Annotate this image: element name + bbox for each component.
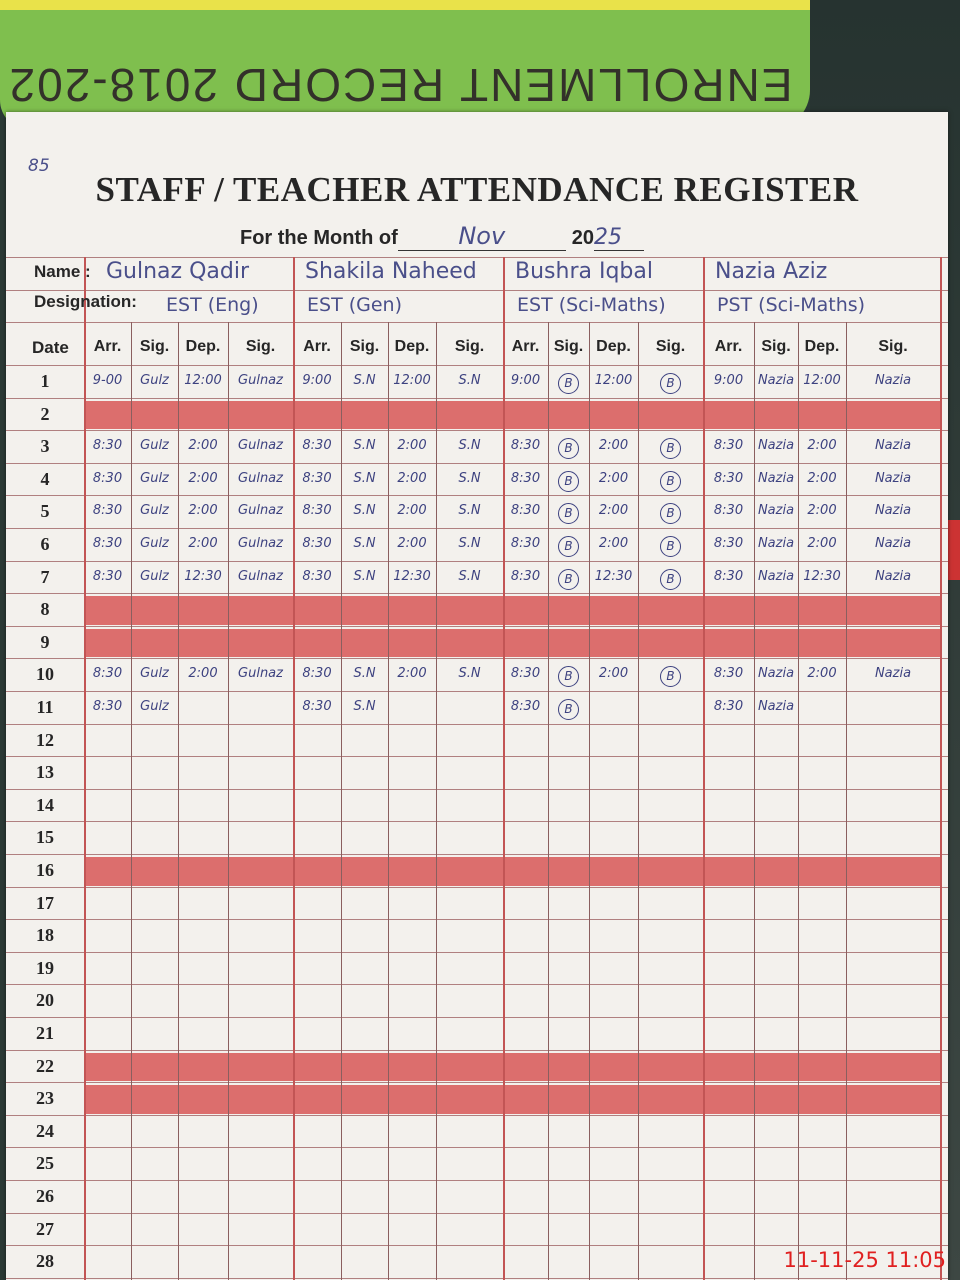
- attendance-entry: Nazia: [874, 568, 912, 584]
- column-line: [846, 322, 847, 1280]
- column-header: Sig.: [245, 338, 276, 355]
- ruled-line: [6, 1213, 948, 1214]
- teacher-name: Shakila Naheed: [305, 259, 477, 284]
- ruled-line: [6, 593, 948, 594]
- attendance-entry: 8:30: [713, 438, 744, 454]
- attendance-entry: [549, 503, 588, 524]
- ruled-line: [6, 1147, 948, 1148]
- date-cell: 21: [36, 1023, 54, 1043]
- ruled-line: [6, 887, 948, 888]
- initial-signature: B: [558, 569, 579, 590]
- teacher-name: Bushra Iqbal: [515, 259, 653, 284]
- attendance-entry: 8:30: [302, 503, 332, 519]
- attendance-entry: [549, 666, 588, 687]
- attendance-entry: 2:00: [188, 470, 218, 486]
- attendance-entry: Gulz: [140, 503, 169, 519]
- attendance-entry: 8:30: [302, 438, 332, 454]
- attendance-entry: S.N: [458, 666, 481, 682]
- column-header: Dep.: [804, 338, 840, 355]
- attendance-entry: 8:30: [302, 666, 332, 682]
- attendance-entry: [639, 471, 702, 492]
- column-header: Arr.: [511, 338, 540, 355]
- initial-signature: B: [660, 503, 681, 524]
- attendance-entry: S.N: [353, 568, 376, 584]
- date-cell: 26: [36, 1186, 54, 1206]
- teacher-designation: EST (Eng): [166, 294, 259, 316]
- attendance-entry: 9:00: [302, 373, 332, 388]
- attendance-entry: S.N: [353, 470, 376, 486]
- column-line: [341, 322, 342, 1280]
- date-cell: 9: [40, 631, 50, 652]
- ruled-line: [6, 1115, 948, 1116]
- column-line: [293, 257, 295, 1280]
- date-cell: 24: [36, 1120, 54, 1141]
- date-cell: 7: [40, 566, 50, 587]
- initial-signature: B: [660, 438, 681, 459]
- date-cell: 16: [36, 860, 54, 880]
- ruled-line: [6, 626, 948, 627]
- designation-label: Designation:: [34, 292, 137, 311]
- attendance-entry: 8:30: [713, 470, 744, 486]
- ruled-line: [6, 1017, 948, 1018]
- attendance-entry: Gulz: [140, 699, 169, 714]
- date-cell: 17: [36, 892, 54, 913]
- date-cell: 11: [36, 697, 54, 717]
- date-cell: 19: [36, 957, 54, 978]
- ruled-line: [6, 1082, 948, 1083]
- attendance-entry: 8:30: [92, 536, 123, 551]
- holiday-shade: [84, 401, 940, 430]
- attendance-entry: 2:00: [807, 470, 837, 486]
- attendance-entry: 8:30: [713, 666, 744, 682]
- teacher-designation: EST (Sci-Maths): [517, 294, 666, 316]
- attendance-entry: 9-00: [92, 373, 123, 388]
- name-label: Name :: [34, 262, 91, 281]
- attendance-entry: [549, 536, 588, 557]
- ruled-line: [6, 463, 948, 464]
- attendance-entry: 8:30: [510, 438, 541, 454]
- attendance-entry: 12:00: [594, 373, 633, 388]
- attendance-entry: S.N: [353, 666, 376, 682]
- column-line: [703, 257, 705, 1280]
- attendance-entry: 8:30: [510, 470, 541, 486]
- initial-signature: B: [558, 699, 579, 720]
- attendance-entry: Nazia: [757, 438, 795, 454]
- attendance-entry: S.N: [353, 503, 376, 519]
- initial-signature: B: [558, 471, 579, 492]
- attendance-entry: 8:30: [92, 699, 123, 714]
- attendance-entry: 2:00: [807, 503, 837, 519]
- attendance-entry: Gulz: [140, 438, 169, 454]
- column-header: Sig.: [454, 338, 485, 355]
- attendance-entry: Gulz: [140, 470, 169, 486]
- attendance-entry: [639, 536, 702, 557]
- attendance-entry: Nazia: [757, 666, 795, 682]
- attendance-entry: [639, 373, 702, 394]
- ruled-line: [6, 952, 948, 953]
- attendance-entry: [549, 373, 588, 394]
- ruled-line: [6, 365, 948, 366]
- ruled-line: [6, 854, 948, 855]
- ruled-line: [6, 821, 948, 822]
- attendance-entry: 2:00: [807, 536, 837, 551]
- column-line: [548, 322, 549, 1280]
- column-header: Arr.: [714, 338, 743, 355]
- initial-signature: B: [660, 373, 681, 394]
- attendance-entry: 8:30: [510, 503, 541, 519]
- ruled-line: [6, 919, 948, 920]
- attendance-entry: Nazia: [757, 568, 795, 584]
- attendance-entry: 8:30: [713, 503, 744, 519]
- initial-signature: B: [660, 471, 681, 492]
- date-cell: 25: [36, 1153, 54, 1174]
- column-header: Sig.: [761, 338, 791, 355]
- attendance-entry: Gulz: [140, 568, 169, 584]
- initial-signature: B: [558, 503, 579, 524]
- date-cell: 13: [36, 762, 54, 783]
- attendance-entry: 12:30: [184, 568, 222, 584]
- date-cell: 6: [40, 534, 50, 554]
- column-header: Dep.: [185, 338, 221, 355]
- teacher-name: Nazia Aziz: [715, 259, 828, 284]
- date-cell: 14: [36, 794, 54, 815]
- attendance-entry: 2:00: [598, 536, 629, 551]
- teacher-designation: PST (Sci-Maths): [717, 294, 866, 316]
- ruled-line: [6, 495, 948, 496]
- attendance-entry: Gulnaz: [238, 438, 283, 454]
- column-line: [388, 322, 389, 1280]
- date-cell: 18: [36, 925, 54, 946]
- attendance-entry: Nazia: [874, 373, 912, 388]
- attendance-entry: 12:30: [803, 568, 841, 584]
- attendance-entry: Nazia: [874, 503, 912, 519]
- attendance-entry: 9:00: [713, 373, 744, 388]
- attendance-entry: 12:30: [393, 568, 431, 584]
- attendance-entry: 8:30: [92, 470, 123, 486]
- attendance-entry: 8:30: [510, 568, 541, 584]
- attendance-entry: 12:30: [594, 568, 633, 584]
- ruled-line: [6, 1245, 948, 1246]
- attendance-entry: Gulz: [140, 666, 169, 682]
- ruled-line: [6, 984, 948, 985]
- initial-signature: B: [558, 373, 579, 394]
- photo-timestamp: 11-11-25 11:05: [783, 1248, 946, 1272]
- ruled-line: [6, 658, 948, 659]
- column-line: [228, 322, 229, 1280]
- attendance-entry: Nazia: [757, 699, 795, 714]
- column-line: [131, 322, 132, 1280]
- teacher-designation: EST (Gen): [307, 294, 402, 316]
- attendance-entry: 12:00: [184, 373, 222, 388]
- attendance-entry: S.N: [458, 568, 481, 584]
- column-line: [638, 322, 639, 1280]
- attendance-entry: Gulz: [140, 373, 169, 388]
- date-cell: 12: [36, 729, 54, 750]
- column-header: Arr.: [93, 338, 122, 355]
- attendance-entry: S.N: [353, 699, 376, 714]
- attendance-entry: 8:30: [92, 568, 123, 584]
- attendance-entry: Gulnaz: [238, 666, 283, 682]
- attendance-entry: 2:00: [188, 666, 218, 682]
- attendance-entry: 8:30: [510, 666, 541, 682]
- column-header: Arr.: [303, 338, 331, 355]
- ruled-line: [6, 1050, 948, 1051]
- attendance-entry: 2:00: [598, 503, 629, 519]
- attendance-entry: Nazia: [757, 470, 795, 486]
- ruled-line: [6, 756, 948, 757]
- attendance-entry: Gulnaz: [238, 536, 283, 551]
- ruled-line: [6, 257, 948, 258]
- date-cell: 2: [40, 403, 50, 424]
- initial-signature: B: [660, 666, 681, 687]
- attendance-entry: 8:30: [510, 699, 541, 714]
- initial-signature: B: [660, 569, 681, 590]
- attendance-entry: 8:30: [302, 568, 332, 584]
- attendance-entry: 12:00: [393, 373, 431, 388]
- page-number: 85: [28, 156, 50, 176]
- attendance-entry: 9:00: [510, 373, 541, 388]
- attendance-entry: [549, 699, 588, 720]
- ruled-line: [6, 561, 948, 562]
- column-line: [940, 257, 942, 1280]
- attendance-entry: Nazia: [874, 536, 912, 551]
- attendance-entry: [549, 438, 588, 459]
- holiday-shade: [84, 1085, 940, 1114]
- column-header: Sig.: [349, 338, 380, 355]
- ruled-line: [6, 322, 948, 323]
- attendance-entry: [639, 666, 702, 687]
- register-title: STAFF / TEACHER ATTENDANCE REGISTER: [95, 170, 859, 209]
- attendance-entry: 8:30: [302, 699, 332, 714]
- attendance-entry: 2:00: [598, 470, 629, 486]
- attendance-entry: 8:30: [713, 568, 744, 584]
- attendance-entry: 12:00: [803, 373, 841, 388]
- attendance-entry: 8:30: [92, 503, 123, 519]
- attendance-entry: 2:00: [397, 470, 427, 486]
- attendance-entry: S.N: [353, 438, 376, 454]
- attendance-entry: 8:30: [510, 536, 541, 551]
- attendance-entry: Gulnaz: [238, 470, 283, 486]
- attendance-entry: Nazia: [757, 503, 795, 519]
- attendance-entry: 2:00: [397, 438, 427, 454]
- attendance-entry: Nazia: [757, 373, 795, 388]
- attendance-entry: S.N: [353, 536, 376, 551]
- attendance-entry: 2:00: [397, 666, 427, 682]
- column-header: Sig.: [139, 338, 170, 355]
- attendance-entry: S.N: [353, 373, 376, 388]
- attendance-entry: Nazia: [874, 666, 912, 682]
- month-line: [240, 222, 644, 251]
- date-cell: 5: [40, 501, 50, 522]
- date-cell: 3: [40, 436, 50, 457]
- column-header: Sig.: [878, 338, 908, 355]
- ruled-line: [6, 290, 948, 291]
- attendance-entry: Gulz: [140, 536, 169, 551]
- date-cell: 8: [40, 599, 50, 620]
- ruled-line: [6, 398, 948, 399]
- attendance-entry: Nazia: [757, 536, 795, 551]
- attendance-entry: 8:30: [92, 438, 123, 454]
- column-header: Dep.: [596, 338, 631, 355]
- attendance-entry: 2:00: [397, 503, 427, 519]
- holiday-shade: [84, 596, 940, 625]
- ruled-line: [6, 789, 948, 790]
- column-line: [178, 322, 179, 1280]
- attendance-entry: Gulnaz: [238, 503, 283, 519]
- background-banner-text: ENROLLMENT RECORD 2018-202: [7, 59, 793, 111]
- attendance-entry: 2:00: [188, 438, 218, 454]
- attendance-entry: 8:30: [92, 666, 123, 682]
- column-line: [589, 322, 590, 1280]
- attendance-entry: [639, 569, 702, 590]
- attendance-entry: 8:30: [302, 536, 332, 551]
- attendance-entry: S.N: [458, 503, 481, 519]
- ruled-line: [6, 691, 948, 692]
- attendance-entry: S.N: [458, 373, 481, 388]
- attendance-entry: 2:00: [807, 666, 837, 682]
- attendance-entry: [549, 471, 588, 492]
- initial-signature: B: [558, 666, 579, 687]
- date-cell: 4: [40, 468, 50, 489]
- attendance-entry: 8:30: [713, 536, 744, 551]
- attendance-entry: 2:00: [807, 438, 837, 454]
- attendance-entry: 8:30: [302, 470, 332, 486]
- initial-signature: B: [558, 438, 579, 459]
- attendance-entry: [639, 438, 702, 459]
- attendance-entry: Gulnaz: [238, 373, 283, 388]
- ruled-line: [6, 1180, 948, 1181]
- ruled-line: [6, 430, 948, 431]
- ruled-line: [6, 1278, 948, 1279]
- date-cell: 10: [36, 664, 54, 685]
- date-cell: 20: [36, 990, 54, 1011]
- attendance-entry: 2:00: [188, 536, 218, 551]
- attendance-entry: 8:30: [713, 699, 744, 714]
- date-cell: 28: [36, 1251, 54, 1272]
- attendance-entry: Gulnaz: [238, 568, 283, 584]
- holiday-shade: [84, 1053, 940, 1082]
- holiday-shade: [84, 857, 940, 886]
- date-cell: 23: [36, 1088, 54, 1109]
- date-cell: 1: [40, 371, 50, 391]
- attendance-entry: S.N: [458, 438, 481, 454]
- attendance-entry: [549, 569, 588, 590]
- attendance-entry: 2:00: [598, 438, 629, 454]
- date-cell: 27: [36, 1218, 54, 1239]
- attendance-entry: 2:00: [188, 503, 218, 519]
- attendance-entry: S.N: [458, 470, 481, 486]
- column-line: [798, 322, 799, 1280]
- date-cell: 15: [36, 827, 54, 848]
- column-line: [84, 257, 86, 1280]
- attendance-entry: 2:00: [598, 666, 629, 682]
- attendance-entry: Nazia: [874, 470, 912, 486]
- column-header: Dep.: [394, 338, 430, 355]
- month-label: For the Month of: [240, 227, 398, 249]
- attendance-entry: [639, 503, 702, 524]
- year-suffix: 25: [594, 225, 644, 251]
- register-page: [6, 112, 948, 1280]
- holiday-shade: [84, 629, 940, 658]
- column-line: [436, 322, 437, 1280]
- register-grid: [6, 112, 948, 1280]
- column-header: Sig.: [553, 338, 584, 355]
- initial-signature: B: [660, 536, 681, 557]
- column-line: [503, 257, 505, 1280]
- month-value: Nov: [398, 222, 566, 251]
- attendance-entry: 2:00: [397, 536, 427, 551]
- ruled-line: [6, 528, 948, 529]
- date-column-header: Date: [32, 338, 69, 357]
- column-header: Sig.: [655, 338, 686, 355]
- attendance-entry: S.N: [458, 536, 481, 551]
- column-line: [754, 322, 755, 1280]
- date-cell: 22: [36, 1055, 54, 1076]
- ruled-line: [6, 724, 948, 725]
- year-prefix: 20: [571, 227, 594, 249]
- attendance-entry: Nazia: [874, 438, 912, 454]
- initial-signature: B: [558, 536, 579, 557]
- teacher-name: Gulnaz Qadir: [106, 259, 249, 284]
